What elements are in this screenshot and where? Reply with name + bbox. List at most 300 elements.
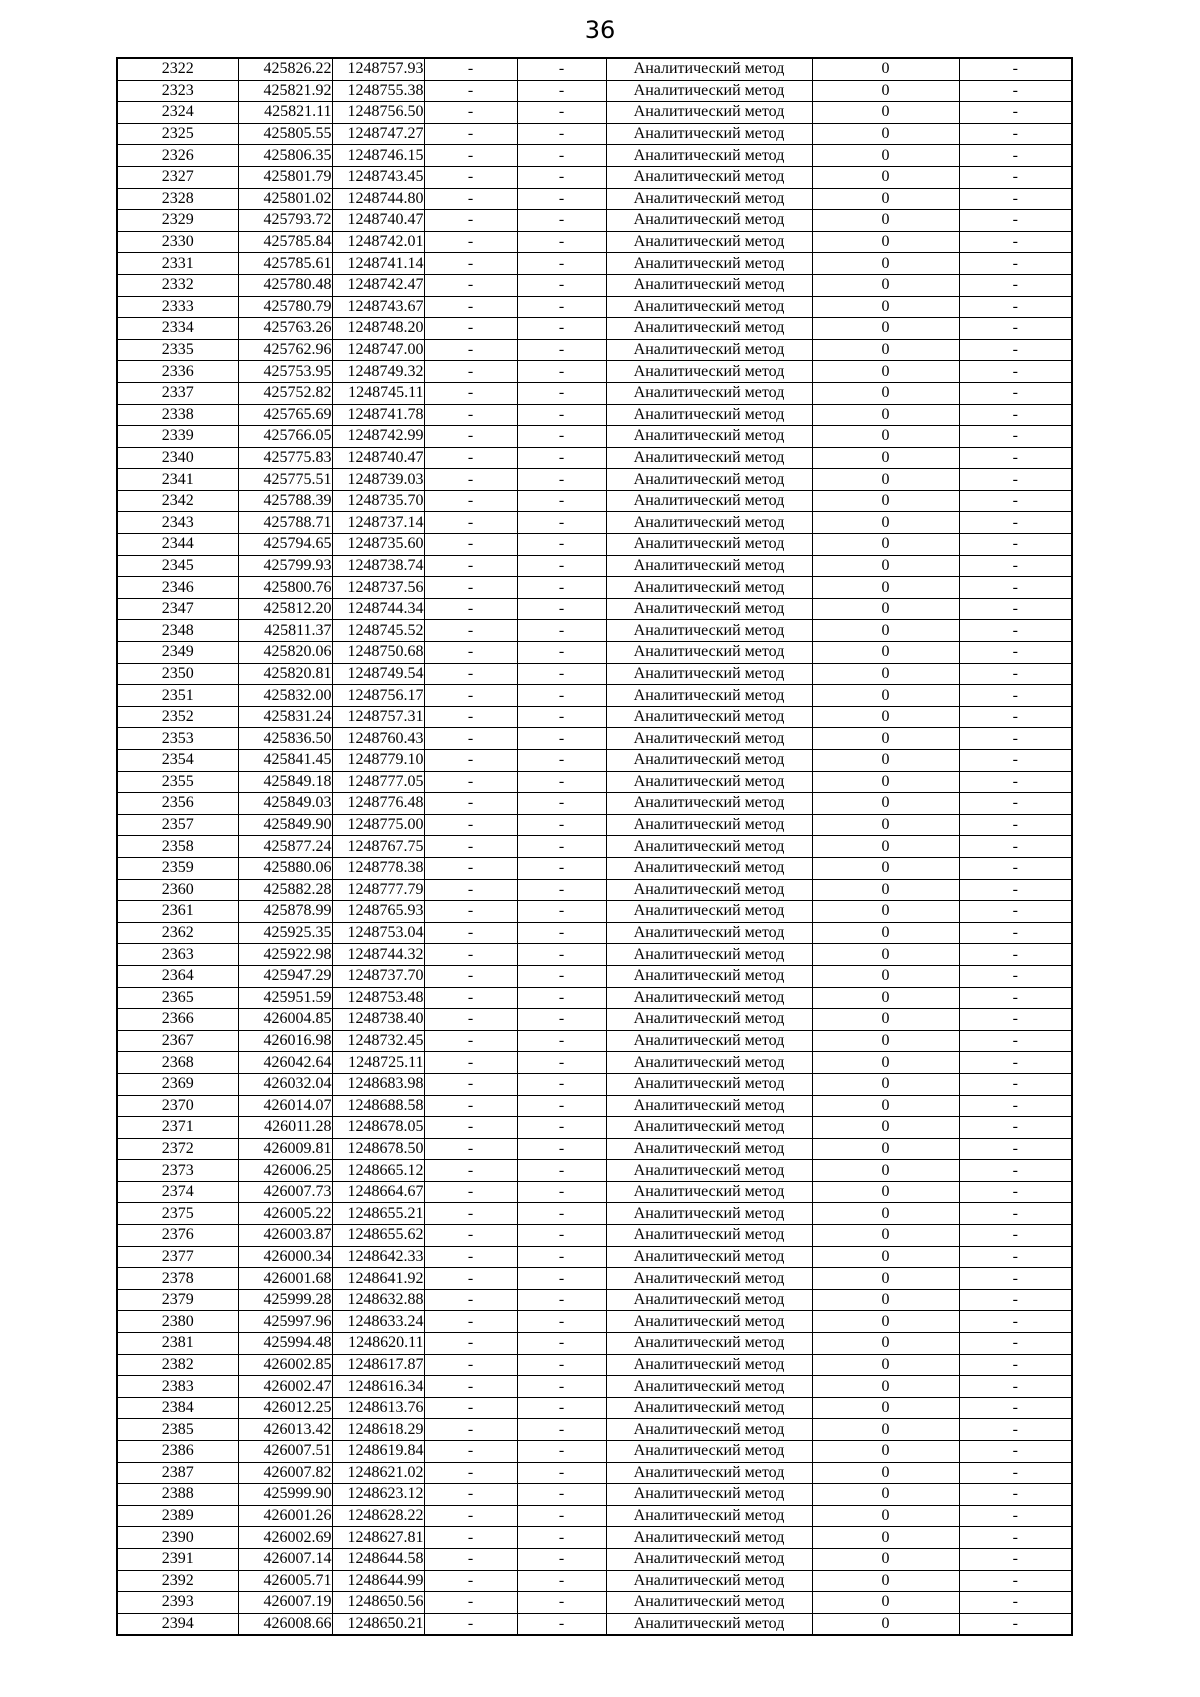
x-coordinate-cell: 426032.04 — [238, 1073, 332, 1095]
x-coordinate-cell: 426001.26 — [238, 1505, 332, 1527]
x-coordinate-cell: 425765.69 — [238, 404, 332, 426]
method-cell: Аналитический метод — [606, 123, 812, 145]
dash-cell: - — [424, 857, 517, 879]
dash-cell: - — [959, 404, 1072, 426]
y-coordinate-cell: 1248617.87 — [332, 1354, 424, 1376]
table-row — [117, 58, 1072, 80]
value-cell: 0 — [812, 836, 959, 858]
dash-cell: - — [959, 58, 1072, 80]
x-coordinate-cell: 425922.98 — [238, 944, 332, 966]
method-cell: Аналитический метод — [606, 80, 812, 102]
table-row — [117, 274, 1072, 296]
table-row — [117, 685, 1072, 707]
value-cell: 0 — [812, 404, 959, 426]
dash-cell: - — [424, 1225, 517, 1247]
x-coordinate-cell: 425821.11 — [238, 102, 332, 124]
y-coordinate-cell: 1248678.50 — [332, 1138, 424, 1160]
point-number-cell: 2334 — [117, 318, 238, 340]
dash-cell: - — [424, 426, 517, 448]
point-number-cell: 2368 — [117, 1052, 238, 1074]
y-coordinate-cell: 1248753.04 — [332, 922, 424, 944]
y-coordinate-cell: 1248749.32 — [332, 361, 424, 383]
y-coordinate-cell: 1248743.67 — [332, 296, 424, 318]
table-row — [117, 296, 1072, 318]
y-coordinate-cell: 1248613.76 — [332, 1397, 424, 1419]
value-cell: 0 — [812, 1289, 959, 1311]
point-number-cell: 2363 — [117, 944, 238, 966]
table-row — [117, 1527, 1072, 1549]
point-number-cell: 2335 — [117, 339, 238, 361]
dash-cell: - — [959, 642, 1072, 664]
dash-cell: - — [424, 1052, 517, 1074]
dash-cell: - — [959, 274, 1072, 296]
dash-cell: - — [959, 965, 1072, 987]
dash-cell: - — [959, 1225, 1072, 1247]
x-coordinate-cell: 425785.61 — [238, 253, 332, 275]
y-coordinate-cell: 1248683.98 — [332, 1073, 424, 1095]
dash-cell: - — [424, 318, 517, 340]
dash-cell: - — [517, 598, 606, 620]
table-row — [117, 620, 1072, 642]
point-number-cell: 2332 — [117, 274, 238, 296]
dash-cell: - — [959, 1505, 1072, 1527]
method-cell: Аналитический метод — [606, 1311, 812, 1333]
y-coordinate-cell: 1248738.74 — [332, 555, 424, 577]
dash-cell: - — [959, 296, 1072, 318]
dash-cell: - — [959, 1268, 1072, 1290]
y-coordinate-cell: 1248678.05 — [332, 1117, 424, 1139]
y-coordinate-cell: 1248765.93 — [332, 901, 424, 923]
method-cell: Аналитический метод — [606, 1354, 812, 1376]
value-cell: 0 — [812, 1117, 959, 1139]
dash-cell: - — [424, 166, 517, 188]
x-coordinate-cell: 426005.22 — [238, 1203, 332, 1225]
value-cell: 0 — [812, 1354, 959, 1376]
value-cell: 0 — [812, 857, 959, 879]
dash-cell: - — [424, 1289, 517, 1311]
y-coordinate-cell: 1248779.10 — [332, 750, 424, 772]
point-number-cell: 2348 — [117, 620, 238, 642]
dash-cell: - — [959, 361, 1072, 383]
method-cell: Аналитический метод — [606, 555, 812, 577]
method-cell: Аналитический метод — [606, 1484, 812, 1506]
method-cell: Аналитический метод — [606, 1548, 812, 1570]
dash-cell: - — [959, 1592, 1072, 1614]
y-coordinate-cell: 1248750.68 — [332, 642, 424, 664]
method-cell: Аналитический метод — [606, 231, 812, 253]
value-cell: 0 — [812, 1441, 959, 1463]
value-cell: 0 — [812, 922, 959, 944]
dash-cell: - — [424, 1333, 517, 1355]
dash-cell: - — [424, 447, 517, 469]
point-number-cell: 2352 — [117, 706, 238, 728]
dash-cell: - — [424, 814, 517, 836]
dash-cell: - — [517, 188, 606, 210]
dash-cell: - — [424, 944, 517, 966]
method-cell: Аналитический метод — [606, 771, 812, 793]
y-coordinate-cell: 1248620.11 — [332, 1333, 424, 1355]
y-coordinate-cell: 1248747.00 — [332, 339, 424, 361]
dash-cell: - — [424, 771, 517, 793]
x-coordinate-cell: 425811.37 — [238, 620, 332, 642]
point-number-cell: 2336 — [117, 361, 238, 383]
dash-cell: - — [517, 1462, 606, 1484]
dash-cell: - — [424, 210, 517, 232]
method-cell: Аналитический метод — [606, 1225, 812, 1247]
value-cell: 0 — [812, 490, 959, 512]
y-coordinate-cell: 1248650.56 — [332, 1592, 424, 1614]
dash-cell: - — [517, 447, 606, 469]
x-coordinate-cell: 425775.83 — [238, 447, 332, 469]
y-coordinate-cell: 1248739.03 — [332, 469, 424, 491]
y-coordinate-cell: 1248644.99 — [332, 1570, 424, 1592]
y-coordinate-cell: 1248748.20 — [332, 318, 424, 340]
x-coordinate-cell: 425831.24 — [238, 706, 332, 728]
y-coordinate-cell: 1248756.17 — [332, 685, 424, 707]
y-coordinate-cell: 1248775.00 — [332, 814, 424, 836]
table-row — [117, 80, 1072, 102]
dash-cell: - — [424, 663, 517, 685]
dash-cell: - — [517, 1548, 606, 1570]
value-cell: 0 — [812, 620, 959, 642]
dash-cell: - — [959, 1462, 1072, 1484]
table-row — [117, 1203, 1072, 1225]
point-number-cell: 2330 — [117, 231, 238, 253]
x-coordinate-cell: 425799.93 — [238, 555, 332, 577]
point-number-cell: 2364 — [117, 965, 238, 987]
table-row — [117, 231, 1072, 253]
y-coordinate-cell: 1248655.21 — [332, 1203, 424, 1225]
dash-cell: - — [424, 1441, 517, 1463]
value-cell: 0 — [812, 1376, 959, 1398]
value-cell: 0 — [812, 793, 959, 815]
x-coordinate-cell: 425805.55 — [238, 123, 332, 145]
table-row — [117, 1376, 1072, 1398]
value-cell: 0 — [812, 1009, 959, 1031]
dash-cell: - — [517, 663, 606, 685]
dash-cell: - — [959, 663, 1072, 685]
method-cell: Аналитический метод — [606, 965, 812, 987]
point-number-cell: 2377 — [117, 1246, 238, 1268]
method-cell: Аналитический метод — [606, 145, 812, 167]
table-row — [117, 123, 1072, 145]
table-row — [117, 1397, 1072, 1419]
dash-cell: - — [517, 771, 606, 793]
point-number-cell: 2351 — [117, 685, 238, 707]
method-cell: Аналитический метод — [606, 382, 812, 404]
method-cell: Аналитический метод — [606, 685, 812, 707]
method-cell: Аналитический метод — [606, 750, 812, 772]
value-cell: 0 — [812, 253, 959, 275]
point-number-cell: 2369 — [117, 1073, 238, 1095]
y-coordinate-cell: 1248743.45 — [332, 166, 424, 188]
dash-cell: - — [517, 1030, 606, 1052]
dash-cell: - — [424, 1073, 517, 1095]
dash-cell: - — [424, 1462, 517, 1484]
dash-cell: - — [517, 426, 606, 448]
dash-cell: - — [959, 1203, 1072, 1225]
point-number-cell: 2387 — [117, 1462, 238, 1484]
dash-cell: - — [959, 1246, 1072, 1268]
table-row — [117, 1030, 1072, 1052]
x-coordinate-cell: 426008.66 — [238, 1613, 332, 1635]
dash-cell: - — [424, 80, 517, 102]
table-row — [117, 555, 1072, 577]
y-coordinate-cell: 1248627.81 — [332, 1527, 424, 1549]
y-coordinate-cell: 1248745.11 — [332, 382, 424, 404]
y-coordinate-cell: 1248725.11 — [332, 1052, 424, 1074]
x-coordinate-cell: 425766.05 — [238, 426, 332, 448]
method-cell: Аналитический метод — [606, 166, 812, 188]
x-coordinate-cell: 426000.34 — [238, 1246, 332, 1268]
y-coordinate-cell: 1248623.12 — [332, 1484, 424, 1506]
table-row — [117, 706, 1072, 728]
dash-cell: - — [959, 728, 1072, 750]
value-cell: 0 — [812, 1613, 959, 1635]
dash-cell: - — [517, 1505, 606, 1527]
dash-cell: - — [424, 1505, 517, 1527]
dash-cell: - — [424, 1268, 517, 1290]
method-cell: Аналитический метод — [606, 1073, 812, 1095]
dash-cell: - — [959, 1311, 1072, 1333]
y-coordinate-cell: 1248740.47 — [332, 210, 424, 232]
x-coordinate-cell: 425832.00 — [238, 685, 332, 707]
dash-cell: - — [517, 814, 606, 836]
y-coordinate-cell: 1248619.84 — [332, 1441, 424, 1463]
value-cell: 0 — [812, 879, 959, 901]
dash-cell: - — [517, 404, 606, 426]
dash-cell: - — [424, 296, 517, 318]
x-coordinate-cell: 425794.65 — [238, 534, 332, 556]
point-number-cell: 2326 — [117, 145, 238, 167]
x-coordinate-cell: 425752.82 — [238, 382, 332, 404]
point-number-cell: 2349 — [117, 642, 238, 664]
y-coordinate-cell: 1248618.29 — [332, 1419, 424, 1441]
value-cell: 0 — [812, 1484, 959, 1506]
dash-cell: - — [959, 1333, 1072, 1355]
method-cell: Аналитический метод — [606, 1246, 812, 1268]
x-coordinate-cell: 426005.71 — [238, 1570, 332, 1592]
dash-cell: - — [959, 1570, 1072, 1592]
y-coordinate-cell: 1248735.60 — [332, 534, 424, 556]
dash-cell: - — [959, 706, 1072, 728]
value-cell: 0 — [812, 145, 959, 167]
dash-cell: - — [424, 1354, 517, 1376]
value-cell: 0 — [812, 1419, 959, 1441]
table-row — [117, 1095, 1072, 1117]
x-coordinate-cell: 426007.51 — [238, 1441, 332, 1463]
value-cell: 0 — [812, 1030, 959, 1052]
y-coordinate-cell: 1248742.47 — [332, 274, 424, 296]
dash-cell: - — [517, 1484, 606, 1506]
dash-cell: - — [424, 685, 517, 707]
method-cell: Аналитический метод — [606, 1376, 812, 1398]
dash-cell: - — [517, 1527, 606, 1549]
dash-cell: - — [959, 1030, 1072, 1052]
method-cell: Аналитический метод — [606, 1397, 812, 1419]
dash-cell: - — [959, 469, 1072, 491]
method-cell: Аналитический метод — [606, 490, 812, 512]
x-coordinate-cell: 425820.06 — [238, 642, 332, 664]
dash-cell: - — [517, 1311, 606, 1333]
value-cell: 0 — [812, 1052, 959, 1074]
y-coordinate-cell: 1248655.62 — [332, 1225, 424, 1247]
value-cell: 0 — [812, 944, 959, 966]
page-number: 36 — [584, 16, 616, 44]
dash-cell: - — [517, 145, 606, 167]
dash-cell: - — [517, 965, 606, 987]
dash-cell: - — [959, 1160, 1072, 1182]
value-cell: 0 — [812, 1246, 959, 1268]
dash-cell: - — [517, 534, 606, 556]
dash-cell: - — [959, 512, 1072, 534]
table-row — [117, 1419, 1072, 1441]
method-cell: Аналитический метод — [606, 728, 812, 750]
dash-cell: - — [517, 318, 606, 340]
method-cell: Аналитический метод — [606, 1289, 812, 1311]
dash-cell: - — [424, 490, 517, 512]
point-number-cell: 2366 — [117, 1009, 238, 1031]
dash-cell: - — [959, 490, 1072, 512]
y-coordinate-cell: 1248621.02 — [332, 1462, 424, 1484]
y-coordinate-cell: 1248776.48 — [332, 793, 424, 815]
y-coordinate-cell: 1248741.78 — [332, 404, 424, 426]
x-coordinate-cell: 425775.51 — [238, 469, 332, 491]
table-row — [117, 382, 1072, 404]
dash-cell: - — [517, 1203, 606, 1225]
method-cell: Аналитический метод — [606, 210, 812, 232]
method-cell: Аналитический метод — [606, 663, 812, 685]
point-number-cell: 2383 — [117, 1376, 238, 1398]
dash-cell: - — [959, 836, 1072, 858]
dash-cell: - — [517, 1419, 606, 1441]
x-coordinate-cell: 426012.25 — [238, 1397, 332, 1419]
dash-cell: - — [959, 534, 1072, 556]
dash-cell: - — [424, 1484, 517, 1506]
dash-cell: - — [959, 339, 1072, 361]
point-number-cell: 2390 — [117, 1527, 238, 1549]
value-cell: 0 — [812, 642, 959, 664]
table-row — [117, 771, 1072, 793]
y-coordinate-cell: 1248753.48 — [332, 987, 424, 1009]
x-coordinate-cell: 425820.81 — [238, 663, 332, 685]
dash-cell: - — [424, 512, 517, 534]
value-cell: 0 — [812, 188, 959, 210]
point-number-cell: 2374 — [117, 1181, 238, 1203]
dash-cell: - — [517, 1397, 606, 1419]
dash-cell: - — [517, 728, 606, 750]
value-cell: 0 — [812, 685, 959, 707]
dash-cell: - — [959, 102, 1072, 124]
point-number-cell: 2385 — [117, 1419, 238, 1441]
table-row — [117, 1009, 1072, 1031]
method-cell: Аналитический метод — [606, 642, 812, 664]
dash-cell: - — [517, 382, 606, 404]
method-cell: Аналитический метод — [606, 426, 812, 448]
method-cell: Аналитический метод — [606, 1138, 812, 1160]
dash-cell: - — [424, 1095, 517, 1117]
value-cell: 0 — [812, 1073, 959, 1095]
point-number-cell: 2323 — [117, 80, 238, 102]
value-cell: 0 — [812, 534, 959, 556]
method-cell: Аналитический метод — [606, 879, 812, 901]
x-coordinate-cell: 426016.98 — [238, 1030, 332, 1052]
x-coordinate-cell: 426007.14 — [238, 1548, 332, 1570]
method-cell: Аналитический метод — [606, 814, 812, 836]
point-number-cell: 2362 — [117, 922, 238, 944]
x-coordinate-cell: 425800.76 — [238, 577, 332, 599]
method-cell: Аналитический метод — [606, 102, 812, 124]
x-coordinate-cell: 425806.35 — [238, 145, 332, 167]
dash-cell: - — [517, 857, 606, 879]
dash-cell: - — [517, 80, 606, 102]
x-coordinate-cell: 425780.48 — [238, 274, 332, 296]
point-number-cell: 2393 — [117, 1592, 238, 1614]
x-coordinate-cell: 426002.85 — [238, 1354, 332, 1376]
dash-cell: - — [424, 879, 517, 901]
point-number-cell: 2371 — [117, 1117, 238, 1139]
dash-cell: - — [517, 901, 606, 923]
dash-cell: - — [517, 836, 606, 858]
table-row — [117, 987, 1072, 1009]
dash-cell: - — [424, 1030, 517, 1052]
dash-cell: - — [959, 447, 1072, 469]
table-row — [117, 404, 1072, 426]
x-coordinate-cell: 426004.85 — [238, 1009, 332, 1031]
table-row — [117, 1225, 1072, 1247]
point-number-cell: 2339 — [117, 426, 238, 448]
dash-cell: - — [517, 1376, 606, 1398]
method-cell: Аналитический метод — [606, 1268, 812, 1290]
table-row — [117, 253, 1072, 275]
table-row — [117, 102, 1072, 124]
dash-cell: - — [959, 771, 1072, 793]
dash-cell: - — [424, 577, 517, 599]
method-cell: Аналитический метод — [606, 361, 812, 383]
y-coordinate-cell: 1248737.70 — [332, 965, 424, 987]
dash-cell: - — [517, 58, 606, 80]
dash-cell: - — [424, 1181, 517, 1203]
dash-cell: - — [517, 1160, 606, 1182]
point-number-cell: 2386 — [117, 1441, 238, 1463]
dash-cell: - — [517, 577, 606, 599]
dash-cell: - — [517, 1613, 606, 1635]
value-cell: 0 — [812, 469, 959, 491]
x-coordinate-cell: 426007.73 — [238, 1181, 332, 1203]
dash-cell: - — [959, 750, 1072, 772]
x-coordinate-cell: 426042.64 — [238, 1052, 332, 1074]
value-cell: 0 — [812, 771, 959, 793]
method-cell: Аналитический метод — [606, 253, 812, 275]
dash-cell: - — [424, 987, 517, 1009]
point-number-cell: 2373 — [117, 1160, 238, 1182]
dash-cell: - — [424, 274, 517, 296]
dash-cell: - — [424, 404, 517, 426]
value-cell: 0 — [812, 555, 959, 577]
point-number-cell: 2324 — [117, 102, 238, 124]
point-number-cell: 2376 — [117, 1225, 238, 1247]
value-cell: 0 — [812, 750, 959, 772]
method-cell: Аналитический метод — [606, 1160, 812, 1182]
table-row — [117, 1333, 1072, 1355]
dash-cell: - — [424, 1138, 517, 1160]
dash-cell: - — [959, 382, 1072, 404]
point-number-cell: 2350 — [117, 663, 238, 685]
point-number-cell: 2337 — [117, 382, 238, 404]
table-row — [117, 426, 1072, 448]
y-coordinate-cell: 1248747.27 — [332, 123, 424, 145]
dash-cell: - — [959, 188, 1072, 210]
